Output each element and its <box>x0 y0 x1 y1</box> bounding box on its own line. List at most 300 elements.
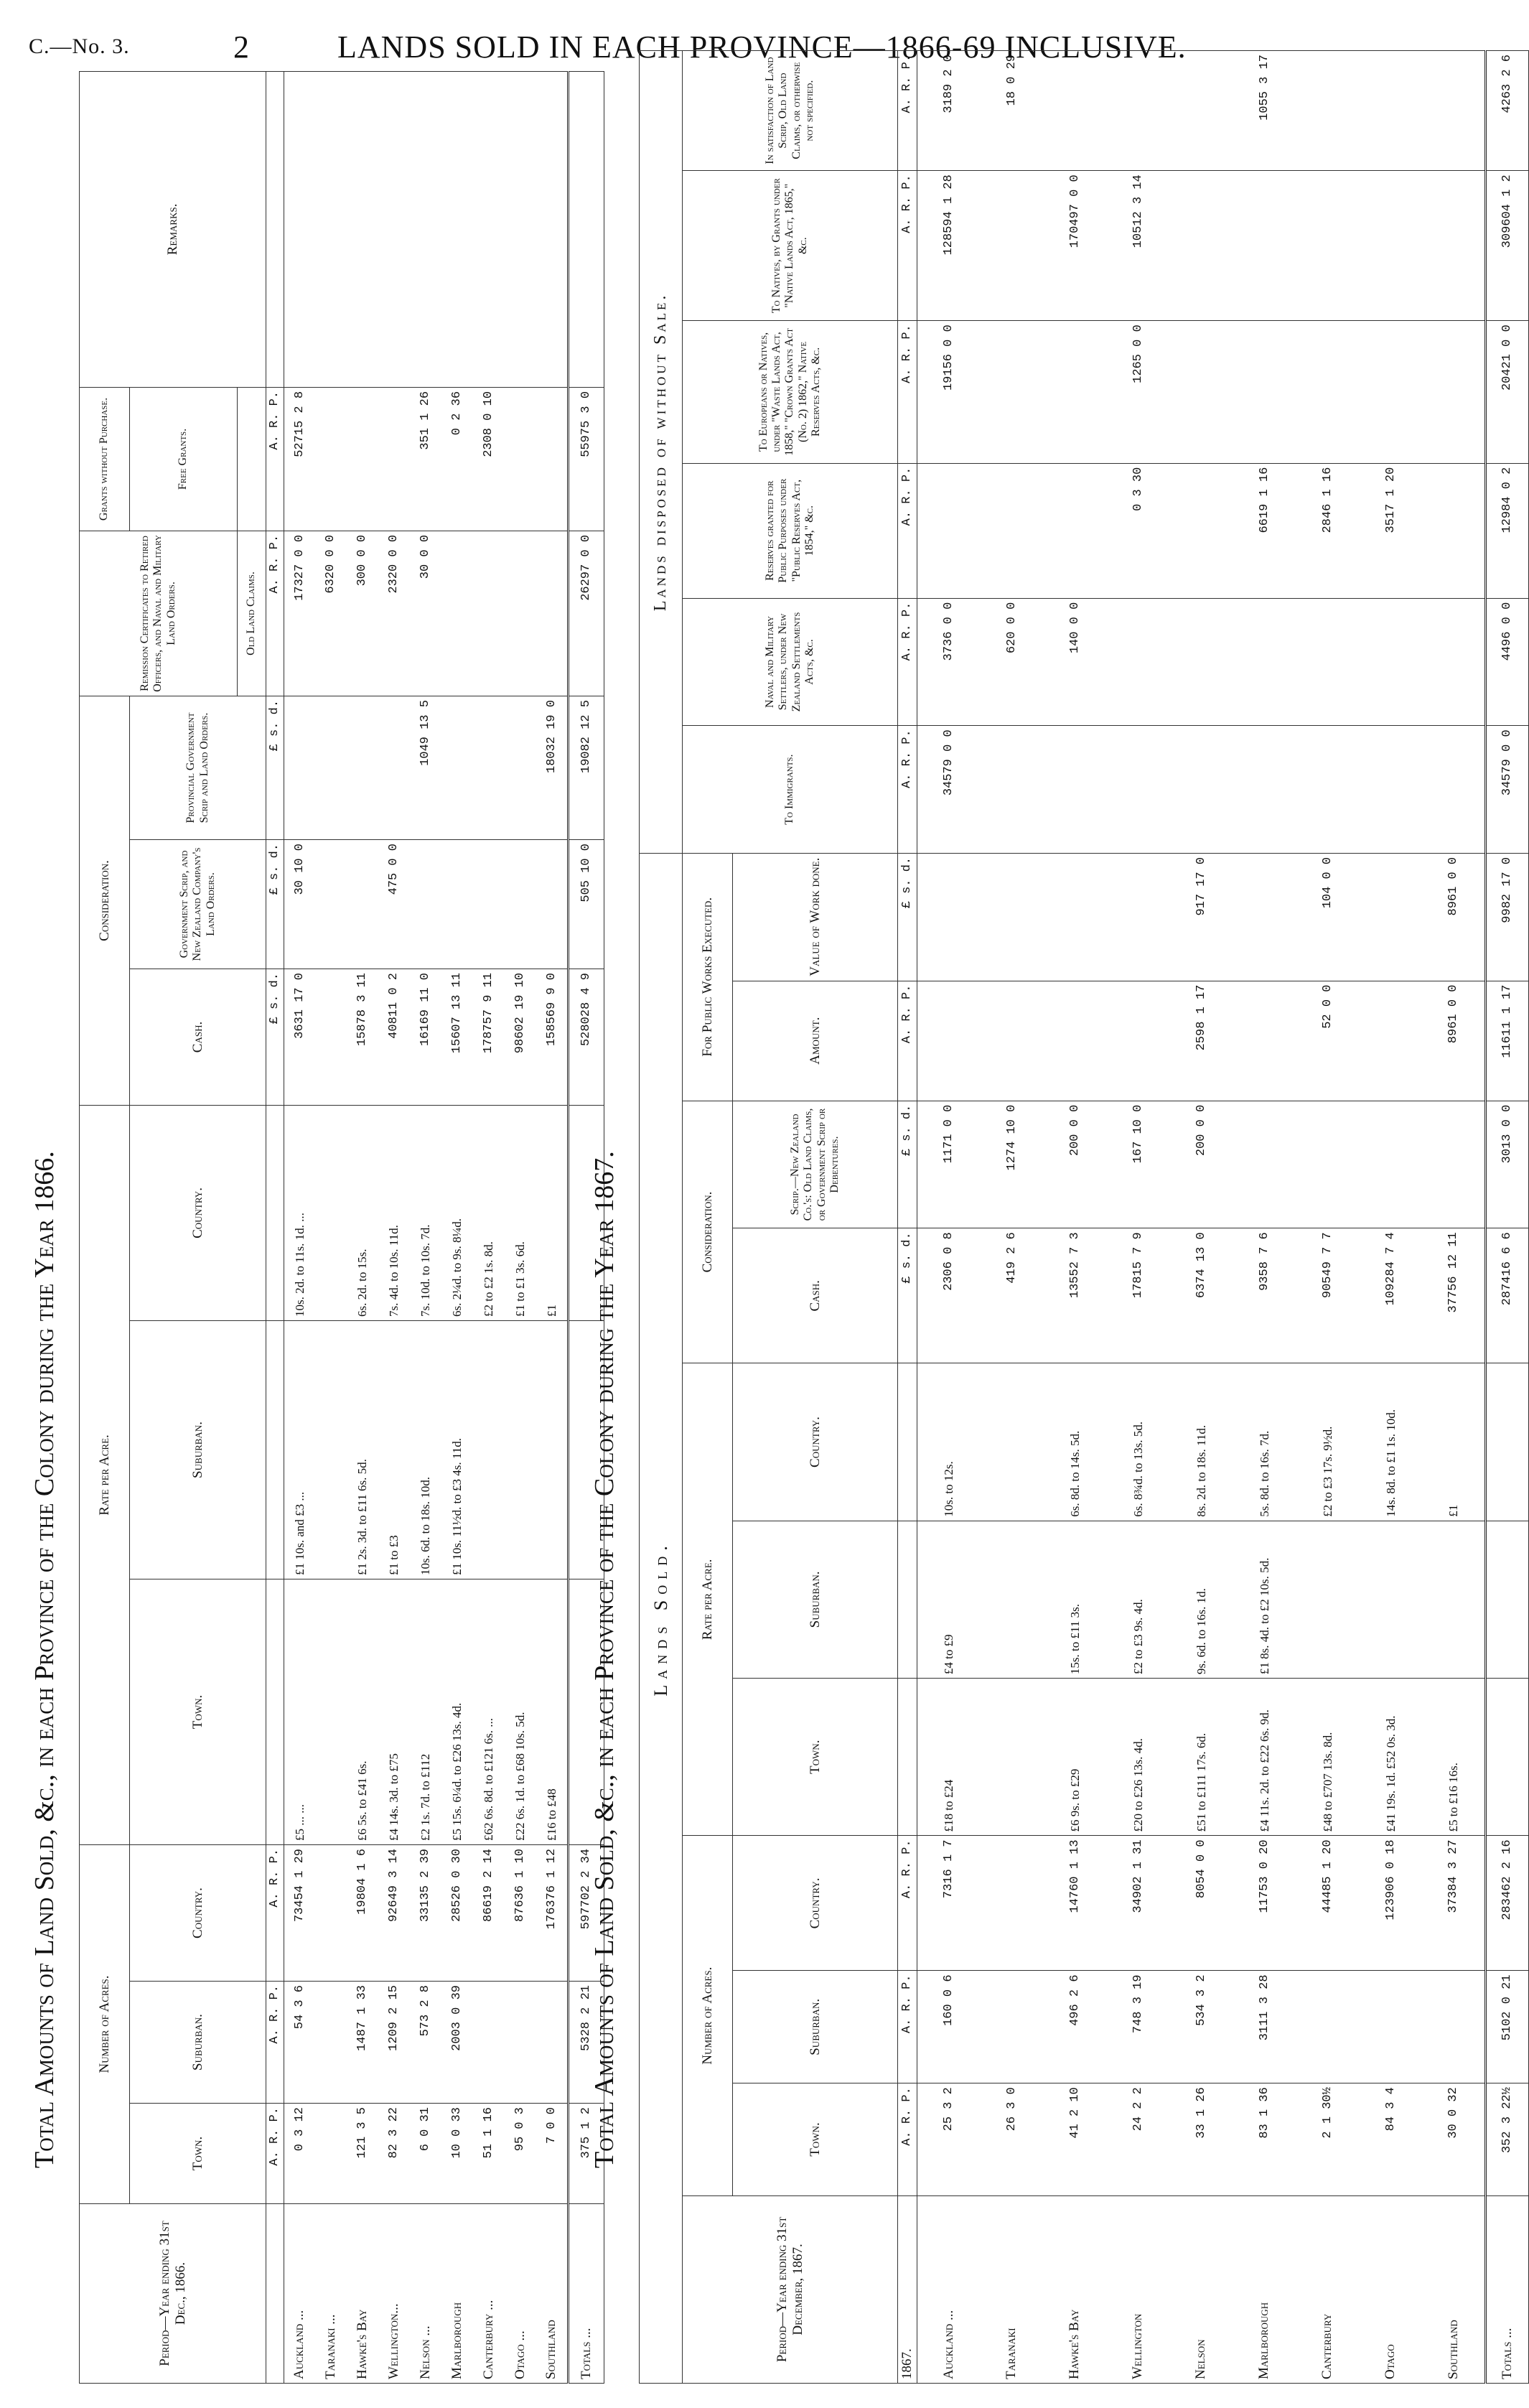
cell-cash: 13552 7 3 <box>1043 1228 1106 1363</box>
unit-label: A. R. P. <box>266 531 284 696</box>
cell-town: 24 2 2 <box>1106 2083 1169 2196</box>
cell-val <box>1359 853 1422 981</box>
cell-val <box>1043 853 1106 981</box>
province-name: Southland <box>1422 2195 1485 2383</box>
cell-prv: 18032 19 0 <box>536 696 568 839</box>
cell-rem: 2320 0 0 <box>378 531 410 696</box>
cell-country: 44485 1 20 <box>1296 1836 1359 1971</box>
cell-immig <box>1296 726 1359 854</box>
cell-sat: 1055 3 17 <box>1233 51 1296 171</box>
cell-cash: 3631 17 0 <box>284 969 315 1105</box>
cell-sub <box>536 1982 568 2104</box>
cell-res: 6619 1 16 <box>1233 463 1296 598</box>
cell-rcountry: 5s. 8d. to 16s. 7d. <box>1233 1363 1296 1521</box>
cell-remarks <box>473 71 505 387</box>
cell-country: 86619 2 14 <box>473 1844 505 1981</box>
cell-rtown: £5 to £16 16s. <box>1422 1679 1485 1836</box>
cell-grant: 0 2 36 <box>441 387 473 531</box>
total-sat: 4263 2 6 <box>1485 51 1528 171</box>
cell-rsub: £1 10s. and £3 ... <box>284 1320 315 1579</box>
cell-nat: 170497 0 0 <box>1043 171 1106 321</box>
cell-val <box>917 853 980 981</box>
header-rate: Rate per Acre. <box>80 1105 130 1844</box>
unit-label <box>266 1320 284 1579</box>
cell-rcountry: £2 to £3 17s. 9½d. <box>1296 1363 1359 1521</box>
cell-euro <box>1233 321 1296 463</box>
cell-val <box>1106 853 1169 981</box>
cell-nat <box>1422 171 1485 321</box>
cell-remarks <box>410 71 441 387</box>
header-town: Town. <box>733 2083 898 2196</box>
cell-rcountry: 7s. 4d. to 10s. 11d. <box>378 1105 410 1320</box>
cell-scrip: 200 0 0 <box>1043 1101 1106 1228</box>
cell-rtown: £62 6s. 8d. to £121 6s. ... <box>473 1579 505 1844</box>
cell-rsub <box>1359 1521 1422 1678</box>
cell-amt <box>1106 981 1169 1101</box>
table-1866-block <box>29 122 594 2384</box>
cell-rsub: 15s. to £11 3s. <box>1043 1521 1106 1678</box>
cell-sub <box>315 1982 347 2104</box>
cell-prv <box>441 696 473 839</box>
cell-town: 33 1 26 <box>1169 2083 1233 2196</box>
cell-country: 176376 1 12 <box>536 1844 568 1981</box>
cell-rsub: 10s. 6d. to 18s. 10d. <box>410 1320 441 1579</box>
cell-rcountry: 14s. 8d. to £1 1s. 10d. <box>1359 1363 1422 1521</box>
cell-euro <box>1422 321 1485 463</box>
total-prv: 19082 12 5 <box>568 696 604 839</box>
cell-nat: 128594 1 28 <box>917 171 980 321</box>
unit-label: A. R. P. <box>898 321 917 463</box>
table-row <box>410 71 441 2383</box>
cell-rsub <box>473 1320 505 1579</box>
cell-gov <box>347 839 378 969</box>
cell-gov <box>473 839 505 969</box>
cell-cash: 9358 7 6 <box>1233 1228 1296 1363</box>
totals-label: Totals ... <box>568 2204 604 2384</box>
cell-rtown: £5 ... ... <box>284 1579 315 1844</box>
cell-rtown: £6 5s. to £41 6s. <box>347 1579 378 1844</box>
cell-grant <box>347 387 378 531</box>
header-rate-suburban: Suburban. <box>130 1320 266 1579</box>
unit-label: A. R. P. <box>266 387 284 531</box>
cell-naval <box>1233 598 1296 726</box>
table-row <box>347 71 378 2383</box>
cell-nat: 10512 3 14 <box>1106 171 1169 321</box>
cell-prv <box>378 696 410 839</box>
cell-naval: 3736 0 0 <box>917 598 980 726</box>
total-cash: 287416 6 6 <box>1485 1228 1528 1363</box>
total-empty <box>1485 1363 1528 1521</box>
cell-sub <box>1422 1971 1485 2083</box>
province-name: Auckland ... <box>284 2204 315 2384</box>
table-row <box>505 71 536 2383</box>
cell-rcountry: 10s. 2d. to 11s. 1d. ... <box>284 1105 315 1320</box>
cell-rtown: £4 11s. 2d. to £22 6s. 9d. <box>1233 1679 1296 1836</box>
cell-cash: 98602 19 10 <box>505 969 536 1105</box>
cell-rcountry: £1 <box>536 1105 568 1320</box>
cell-rsub <box>536 1320 568 1579</box>
cell-naval <box>1169 598 1233 726</box>
unit-label: £ s. d. <box>266 969 284 1105</box>
cell-rem <box>473 531 505 696</box>
cell-prv <box>347 696 378 839</box>
header-rate-suburban: Suburban. <box>733 1521 898 1678</box>
cell-rcountry: 8s. 2d. to 18s. 11d. <box>1169 1363 1233 1521</box>
cell-euro: 1265 0 0 <box>1106 321 1169 463</box>
table-row <box>473 71 505 2383</box>
cell-town: 41 2 10 <box>1043 2083 1106 2196</box>
cell-remarks <box>378 71 410 387</box>
cell-cash: 37756 12 11 <box>1422 1228 1485 1363</box>
cell-country: 123906 0 18 <box>1359 1836 1422 1971</box>
cell-res <box>917 463 980 598</box>
table-row <box>284 71 315 2383</box>
cell-amt <box>980 981 1043 1101</box>
cell-town: 83 1 36 <box>1233 2083 1296 2196</box>
total-town: 352 3 22½ <box>1485 2083 1528 2196</box>
total-cash: 528028 4 9 <box>568 969 604 1105</box>
cell-town: 25 3 2 <box>917 2083 980 2196</box>
cell-grant: 351 1 26 <box>410 387 441 531</box>
header-prov-scrip: Provincial Government Scrip and Land Orders. <box>130 696 266 839</box>
cell-rtown: £51 to £111 17s. 6d. <box>1169 1679 1233 1836</box>
cell-naval: 140 0 0 <box>1043 598 1106 726</box>
cell-sub: 3111 3 28 <box>1233 1971 1296 2083</box>
total-sub: 5328 2 21 <box>568 1982 604 2104</box>
table-row <box>1422 51 1485 2384</box>
header-naval: Naval and Military Settlers, under New Zealand Settlements Acts, &c. <box>683 598 898 726</box>
header-period: Period—Year ending 31st Dec., 1866. <box>80 2204 266 2384</box>
cell-grant: 2308 0 10 <box>473 387 505 531</box>
cell-grant <box>536 387 568 531</box>
cell-cash: 419 2 6 <box>980 1228 1043 1363</box>
cell-immig <box>980 726 1043 854</box>
cell-town: 6 0 31 <box>410 2104 441 2204</box>
province-name: Southland <box>536 2204 568 2384</box>
total-euro: 20421 0 0 <box>1485 321 1528 463</box>
header-acres: Number of Acres. <box>80 1844 130 2203</box>
unit-label: A. R. P. <box>898 598 917 726</box>
cell-euro <box>1296 321 1359 463</box>
table-1866-title: Total Amounts of Land Sold, &c., in each Province of the Colony during the Year 1866. <box>29 1151 60 2168</box>
province-name: Hawke's Bay <box>1043 2195 1106 2383</box>
total-empty <box>1485 1679 1528 1836</box>
cell-sat <box>1296 51 1359 171</box>
cell-sub: 573 2 8 <box>410 1982 441 2104</box>
cell-amt <box>917 981 980 1101</box>
cell-grant <box>315 387 347 531</box>
total-grant: 55975 3 0 <box>568 387 604 531</box>
unit-label: A. R. P. <box>898 1836 917 1971</box>
header-town: Town. <box>130 2104 266 2204</box>
cell-rsub <box>980 1521 1043 1678</box>
table-row <box>1296 51 1359 2384</box>
cell-town: 2 1 30½ <box>1296 2083 1359 2196</box>
cell-rtown: £5 15s. 6¼d. to £26 13s. 4d. <box>441 1579 473 1844</box>
unit-label: A. R. P. <box>266 2104 284 2204</box>
cell-rem: 6320 0 0 <box>315 531 347 696</box>
cell-rsub <box>1296 1521 1359 1678</box>
cell-res <box>980 463 1043 598</box>
header-rate-town: Town. <box>130 1579 266 1844</box>
cell-immig <box>1233 726 1296 854</box>
total-nat: 309604 1 2 <box>1485 171 1528 321</box>
total-val: 9982 17 0 <box>1485 853 1528 981</box>
province-name: Wellington... <box>378 2204 410 2384</box>
cell-rcountry: 6s. 2d. to 15s. <box>347 1105 378 1320</box>
cell-amt: 8961 0 0 <box>1422 981 1485 1101</box>
cell-rcountry: 6s. 2¼d. to 9s. 8¼d. <box>441 1105 473 1320</box>
cell-sat: 18 0 29 <box>980 51 1043 171</box>
province-name: Taranaki <box>980 2195 1043 2383</box>
cell-rtown: £22 6s. 1d. to £68 10s. 5d. <box>505 1579 536 1844</box>
table-row <box>315 71 347 2383</box>
cell-sub <box>1359 1971 1422 2083</box>
unit-label: A. R. P. <box>898 51 917 171</box>
cell-grant: 52715 2 8 <box>284 387 315 531</box>
cell-immig <box>1359 726 1422 854</box>
province-name: Nelson ... <box>410 2204 441 2384</box>
cell-town: 121 3 5 <box>347 2104 378 2204</box>
cell-cash: 16169 11 0 <box>410 969 441 1105</box>
cell-amt <box>1359 981 1422 1101</box>
table-row <box>378 71 410 2383</box>
cell-gov: 475 0 0 <box>378 839 410 969</box>
cell-country: 14760 1 13 <box>1043 1836 1106 1971</box>
header-cash: Cash. <box>130 969 266 1105</box>
cell-res: 0 3 30 <box>1106 463 1169 598</box>
cell-country: 37384 3 27 <box>1422 1836 1485 1971</box>
cell-cash: 178757 9 11 <box>473 969 505 1105</box>
cell-naval <box>1296 598 1359 726</box>
province-name: Nelson <box>1169 2195 1233 2383</box>
cell-scrip <box>1359 1101 1422 1228</box>
header-country: Country. <box>130 1844 266 1981</box>
cell-country: 73454 1 29 <box>284 1844 315 1981</box>
cell-remarks <box>284 71 315 387</box>
unit-label: £ s. d. <box>266 839 284 969</box>
cell-sub: 160 0 6 <box>917 1971 980 2083</box>
unit-label <box>898 1363 917 1521</box>
unit-label: A. R. P. <box>898 2083 917 2196</box>
cell-rcountry: 6s. 8d. to 14s. 5d. <box>1043 1363 1106 1521</box>
cell-euro <box>1043 321 1106 463</box>
cell-rtown: £18 to £24 <box>917 1679 980 1836</box>
unit-label: A. R. P. <box>898 171 917 321</box>
cell-rem <box>441 531 473 696</box>
header-rate: Rate per Acre. <box>683 1363 733 1836</box>
cell-cash: 2306 0 8 <box>917 1228 980 1363</box>
cell-rsub: 9s. 6d. to 16s. 1d. <box>1169 1521 1233 1678</box>
cell-rtown: £48 to £707 13s. 8d. <box>1296 1679 1359 1836</box>
cell-val: 917 17 0 <box>1169 853 1233 981</box>
header-without-sale: Lands disposed of without Sale. <box>640 51 683 854</box>
cell-town: 7 0 0 <box>536 2104 568 2204</box>
header-natives: To Natives, by Grants under "Native Lands Act, 1865," &c. <box>683 171 898 321</box>
header-europeans: To Europeans or Natives, under "Waste Lands Act, 1858," "Crown Grants Act (No. 2) 1862," Native Reserves Acts, &c. <box>683 321 898 463</box>
cell-cash: 109284 7 4 <box>1359 1228 1422 1363</box>
cell-rsub: £1 10s. 11½d. to £3 4s. 11d. <box>441 1320 473 1579</box>
cell-rcountry: 10s. to 12s. <box>917 1363 980 1521</box>
cell-naval: 620 0 0 <box>980 598 1043 726</box>
cell-country: 87636 1 10 <box>505 1844 536 1981</box>
header-scrip: Scrip.—New Zealand Co.'s: Old Land Claims, or Government Scrip or Debentures. <box>733 1101 898 1228</box>
cell-gov <box>536 839 568 969</box>
cell-rcountry: £1 <box>1422 1363 1485 1521</box>
table-1867 <box>639 50 1529 2384</box>
cell-euro <box>1169 321 1233 463</box>
unit-label: A. R. P. <box>266 1844 284 1981</box>
cell-rcountry: 6s. 8¾d. to 13s. 5d. <box>1106 1363 1169 1521</box>
cell-sub: 534 3 2 <box>1169 1971 1233 2083</box>
province-name: Hawke's Bay <box>347 2204 378 2384</box>
cell-nat <box>1169 171 1233 321</box>
cell-town: 30 0 32 <box>1422 2083 1485 2196</box>
cell-res <box>1169 463 1233 598</box>
cell-res: 3517 1 20 <box>1359 463 1422 598</box>
cell-rtown: £20 to £26 13s. 4d. <box>1106 1679 1169 1836</box>
cell-cash: 15878 3 11 <box>347 969 378 1105</box>
document-code: C.—No. 3. <box>29 34 130 58</box>
total-country: 597702 2 34 <box>568 1844 604 1981</box>
cell-sat <box>1359 51 1422 171</box>
cell-rem <box>505 531 536 696</box>
header-grants: Grants without Purchase. <box>80 387 130 531</box>
header-remission: Remission Certificates to Retired Officers, and Naval and Military Land Orders. <box>80 531 238 696</box>
header-public-works: For Public Works Executed. <box>683 853 733 1101</box>
header-old-land: Old Land Claims. <box>238 531 266 696</box>
cell-sat <box>1422 51 1485 171</box>
table-1866 <box>79 71 604 2384</box>
header-suburban: Suburban. <box>130 1982 266 2104</box>
cell-amt <box>1043 981 1106 1101</box>
cell-remarks <box>505 71 536 387</box>
total-empty <box>1485 1521 1528 1678</box>
cell-town: 0 3 12 <box>284 2104 315 2204</box>
cell-scrip <box>1233 1101 1296 1228</box>
cell-country: 7316 1 7 <box>917 1836 980 1971</box>
cell-nat <box>1296 171 1359 321</box>
header-satisfaction: In satisfaction of Land Scrip, Old Land Claims, or otherwise not specified. <box>683 51 898 171</box>
cell-naval <box>1422 598 1485 726</box>
cell-country: 28526 0 30 <box>441 1844 473 1981</box>
cell-rtown: £2 1s. 7d. to £112 <box>410 1579 441 1844</box>
table-row <box>1106 51 1169 2384</box>
cell-town: 51 1 16 <box>473 2104 505 2204</box>
header-gov-scrip: Government Scrip, and New Zealand Company's Land Orders. <box>130 839 266 969</box>
cell-town: 26 3 0 <box>980 2083 1043 2196</box>
year-label: 1867. <box>898 2195 917 2383</box>
unit-label: £ s. d. <box>266 696 284 839</box>
header-rate-country: Country. <box>733 1363 898 1521</box>
cell-remarks <box>536 71 568 387</box>
unit-label: £ s. d. <box>898 1228 917 1363</box>
cell-rem: 300 0 0 <box>347 531 378 696</box>
cell-scrip: 200 0 0 <box>1169 1101 1233 1228</box>
total-rem: 26297 0 0 <box>568 531 604 696</box>
cell-res: 2846 1 16 <box>1296 463 1359 598</box>
cell-rsub: £1 8s. 4d. to £2 10s. 5d. <box>1233 1521 1296 1678</box>
cell-rsub <box>315 1320 347 1579</box>
header-cash: Cash. <box>733 1228 898 1363</box>
cell-sub: 54 3 6 <box>284 1982 315 2104</box>
cell-country: 92649 3 14 <box>378 1844 410 1981</box>
cell-immig <box>1043 726 1106 854</box>
header-consideration: Consideration. <box>80 696 130 1105</box>
totals-label: Totals ... <box>1485 2195 1528 2383</box>
cell-res <box>1422 463 1485 598</box>
header-country: Country. <box>733 1836 898 1971</box>
cell-country: 19804 1 6 <box>347 1844 378 1981</box>
cell-cash: 15607 13 11 <box>441 969 473 1105</box>
cell-gov <box>315 839 347 969</box>
cell-rem: 30 0 0 <box>410 531 441 696</box>
cell-naval <box>1106 598 1169 726</box>
cell-country <box>315 1844 347 1981</box>
province-name: Canterbury <box>1296 2195 1359 2383</box>
header-period: Period—Year ending 31st December, 1867. <box>683 2195 898 2383</box>
table-row <box>536 71 568 2383</box>
cell-gov <box>505 839 536 969</box>
cell-gov <box>441 839 473 969</box>
cell-country: 34902 1 31 <box>1106 1836 1169 1971</box>
cell-nat <box>1359 171 1422 321</box>
cell-scrip: 167 10 0 <box>1106 1101 1169 1228</box>
cell-cash: 158569 9 0 <box>536 969 568 1105</box>
unit-label: A. R. P. <box>898 463 917 598</box>
province-name: Marlborough <box>441 2204 473 2384</box>
cell-rsub: £2 to £3 9s. 4d. <box>1106 1521 1169 1678</box>
header-consideration: Consideration. <box>683 1101 733 1363</box>
cell-prv <box>284 696 315 839</box>
header-rate-town: Town. <box>733 1679 898 1836</box>
cell-rcountry: 7s. 10d. to 10s. 7d. <box>410 1105 441 1320</box>
cell-val <box>1233 853 1296 981</box>
province-name: Canterbury ... <box>473 2204 505 2384</box>
cell-rcountry: £1 to £1 3s. 6d. <box>505 1105 536 1320</box>
cell-cash: 40811 0 2 <box>378 969 410 1105</box>
unit-label: A. R. P. <box>898 1971 917 2083</box>
cell-prv: 1049 13 5 <box>410 696 441 839</box>
total-country: 283462 2 16 <box>1485 1836 1528 1971</box>
cell-euro <box>980 321 1043 463</box>
total-amt: 11611 1 17 <box>1485 981 1528 1101</box>
cell-cash: 90549 7 7 <box>1296 1228 1359 1363</box>
cell-scrip <box>1296 1101 1359 1228</box>
unit-label <box>266 1105 284 1320</box>
cell-rtown: £16 to £48 <box>536 1579 568 1844</box>
cell-prv <box>315 696 347 839</box>
total-immig: 34579 0 0 <box>1485 726 1528 854</box>
cell-country: 8054 0 0 <box>1169 1836 1233 1971</box>
cell-gov: 30 10 0 <box>284 839 315 969</box>
cell-immig: 34579 0 0 <box>917 726 980 854</box>
cell-town: 95 0 3 <box>505 2104 536 2204</box>
cell-grant <box>378 387 410 531</box>
cell-rem: 17327 0 0 <box>284 531 315 696</box>
cell-sub <box>505 1982 536 2104</box>
header-remarks: Remarks. <box>80 71 266 387</box>
total-gov: 505 10 0 <box>568 839 604 969</box>
cell-sub: 2003 0 39 <box>441 1982 473 2104</box>
cell-val: 104 0 0 <box>1296 853 1359 981</box>
header-suburban: Suburban. <box>733 1971 898 2083</box>
page-number: 2 <box>233 29 250 65</box>
table-row <box>1169 51 1233 2384</box>
page-title: LANDS SOLD IN EACH PROVINCE—1866-69 INCLUSIVE. <box>337 29 1187 65</box>
units-row <box>898 51 917 2384</box>
cell-euro <box>1359 321 1422 463</box>
